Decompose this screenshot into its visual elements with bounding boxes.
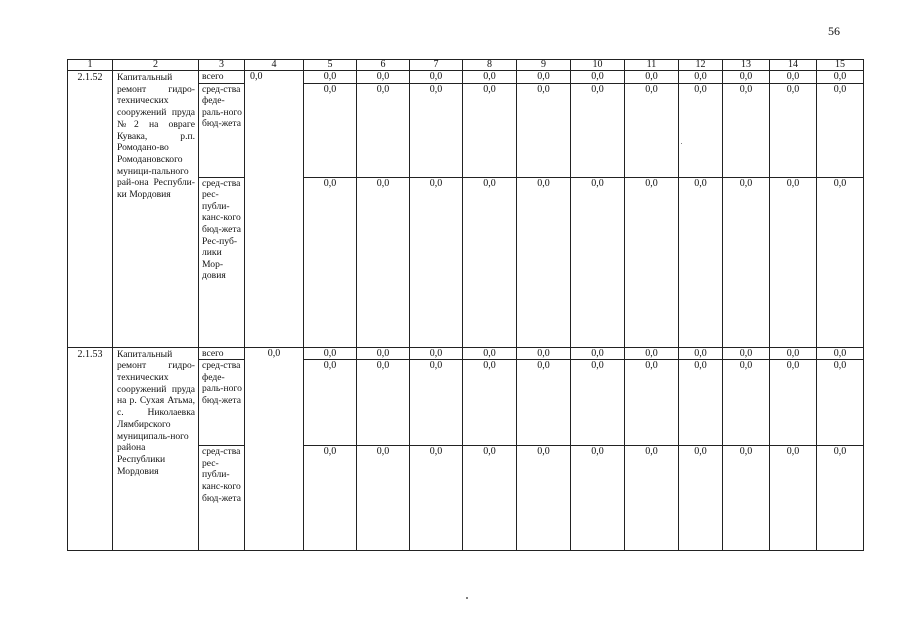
value-cell: 0,0 <box>723 360 770 446</box>
column-header: 4 <box>245 60 304 71</box>
value-cell: 0,0 <box>463 360 517 446</box>
item-code: 2.1.52 <box>68 71 113 348</box>
value-cell: 0,0 <box>571 446 625 551</box>
value-cell: 0,0 <box>625 446 679 551</box>
value-cell: 0,0 <box>410 83 463 177</box>
value-cell: 0,0 <box>770 360 817 446</box>
funding-source: сред-ства феде-раль-ного бюд-жета <box>199 83 245 177</box>
value-cell: 0,0 <box>304 177 357 347</box>
item-name: Капитальный ремонт гидро-технических сооружений пруда №2 на овраге Кувака, р.п. Ромодано-во Ромодановского муници-пального рай-она Республи-ки Мордовия <box>113 71 199 348</box>
scan-speck <box>681 143 682 144</box>
funding-source: сред-ства рес-публи-канс-кого бюд-жета Рес-пуб-лики Мор-довия <box>199 177 245 347</box>
value-cell: 0,0 <box>625 83 679 177</box>
total-value: 0,0 <box>245 347 304 551</box>
funding-source: всего <box>199 347 245 360</box>
value-cell: 0,0 <box>304 83 357 177</box>
value-cell: 0,0 <box>817 347 864 360</box>
value-cell: 0,0 <box>463 71 517 84</box>
value-cell: 0,0 <box>357 71 410 84</box>
value-cell: 0,0 <box>723 446 770 551</box>
column-header: 5 <box>304 60 357 71</box>
value-cell: 0,0 <box>410 347 463 360</box>
value-cell: 0,0 <box>571 360 625 446</box>
value-cell: 0,0 <box>770 71 817 84</box>
column-header: 10 <box>571 60 625 71</box>
value-cell: 0,0 <box>410 71 463 84</box>
value-cell: 0,0 <box>304 446 357 551</box>
value-cell: 0,0 <box>517 347 571 360</box>
value-cell: 0,0 <box>517 177 571 347</box>
value-cell: 0,0 <box>357 83 410 177</box>
column-header: 8 <box>463 60 517 71</box>
value-cell: 0,0 <box>770 347 817 360</box>
column-header: 7 <box>410 60 463 71</box>
value-cell: 0,0 <box>571 83 625 177</box>
value-cell: 0,0 <box>571 347 625 360</box>
column-header: 15 <box>817 60 864 71</box>
value-cell: 0,0 <box>304 71 357 84</box>
value-cell: 0,0 <box>410 177 463 347</box>
value-cell: 0,0 <box>625 71 679 84</box>
value-cell: 0,0 <box>679 177 723 347</box>
column-header: 1 <box>68 60 113 71</box>
value-cell: 0,0 <box>463 177 517 347</box>
value-cell: 0,0 <box>817 177 864 347</box>
value-cell: 0,0 <box>625 347 679 360</box>
value-cell: 0,0 <box>517 83 571 177</box>
value-cell: 0,0 <box>679 71 723 84</box>
value-cell: 0,0 <box>679 446 723 551</box>
value-cell: 0,0 <box>770 177 817 347</box>
value-cell: 0,0 <box>463 83 517 177</box>
page-number: 56 <box>828 24 840 38</box>
total-value: 0,0 <box>245 71 304 348</box>
value-cell: 0,0 <box>625 177 679 347</box>
value-cell: 0,0 <box>817 446 864 551</box>
value-cell: 0,0 <box>571 177 625 347</box>
column-header: 6 <box>357 60 410 71</box>
table-row <box>68 347 864 360</box>
value-cell: 0,0 <box>723 347 770 360</box>
value-cell: 0,0 <box>723 83 770 177</box>
value-cell: 0,0 <box>517 360 571 446</box>
value-cell: 0,0 <box>357 446 410 551</box>
budget-table <box>67 59 864 551</box>
column-header: 11 <box>625 60 679 71</box>
scan-speck <box>466 597 468 599</box>
column-header: 13 <box>723 60 770 71</box>
value-cell: 0,0 <box>817 71 864 84</box>
value-cell: 0,0 <box>410 446 463 551</box>
value-cell: 0,0 <box>723 71 770 84</box>
value-cell: 0,0 <box>625 360 679 446</box>
value-cell: 0,0 <box>723 177 770 347</box>
value-cell: 0,0 <box>463 446 517 551</box>
column-header: 14 <box>770 60 817 71</box>
value-cell: 0,0 <box>463 347 517 360</box>
value-cell: 0,0 <box>517 71 571 84</box>
value-cell: 0,0 <box>817 360 864 446</box>
value-cell: 0,0 <box>770 83 817 177</box>
value-cell: 0,0 <box>357 360 410 446</box>
item-code: 2.1.53 <box>68 347 113 551</box>
value-cell: 0,0 <box>679 347 723 360</box>
value-cell: 0,0 <box>679 83 723 177</box>
item-name: Капитальный ремонт гидро-технических сооружений пруда на р. Сухая Атьма, с. Николаевка Лямбирского муниципаль-ного района Республики Мордовия <box>113 347 199 551</box>
value-cell: 0,0 <box>410 360 463 446</box>
column-header: 12 <box>679 60 723 71</box>
value-cell: 0,0 <box>679 360 723 446</box>
header-row <box>68 60 864 71</box>
table-row <box>68 71 864 84</box>
value-cell: 0,0 <box>357 177 410 347</box>
value-cell: 0,0 <box>817 83 864 177</box>
column-header: 3 <box>199 60 245 71</box>
column-header: 2 <box>113 60 199 71</box>
value-cell: 0,0 <box>571 71 625 84</box>
value-cell: 0,0 <box>304 347 357 360</box>
funding-source: всего <box>199 71 245 84</box>
value-cell: 0,0 <box>770 446 817 551</box>
value-cell: 0,0 <box>357 347 410 360</box>
column-header: 9 <box>517 60 571 71</box>
funding-source: сред-ства рес-публи-канс-кого бюд-жета <box>199 446 245 551</box>
value-cell: 0,0 <box>517 446 571 551</box>
funding-source: сред-ства феде-раль-ного бюд-жета <box>199 360 245 446</box>
value-cell: 0,0 <box>304 360 357 446</box>
